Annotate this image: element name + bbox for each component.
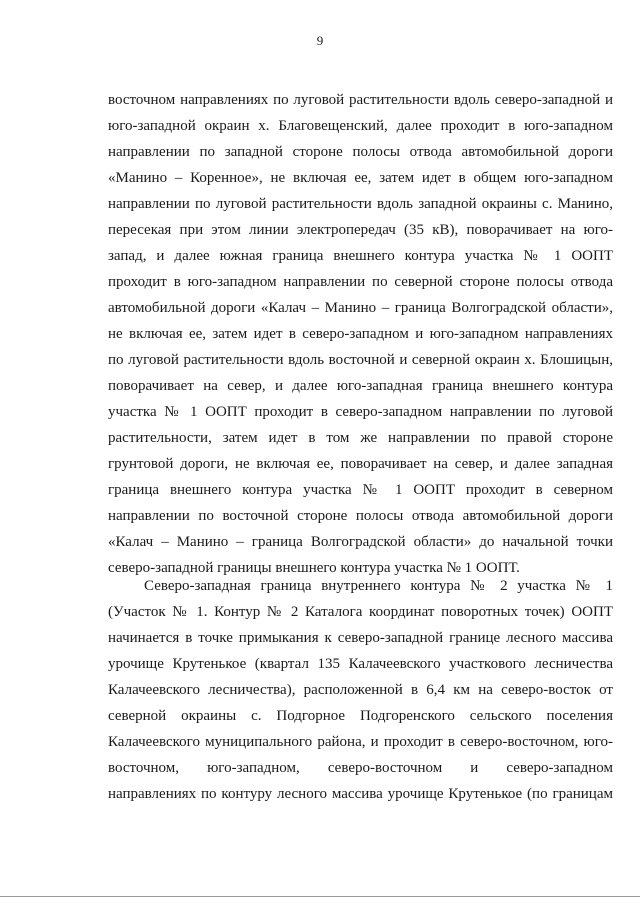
text-line: проходит в юго-западном направлении по северной стороне полосы отвода [108, 274, 613, 290]
text-line: направлении по восточной стороне полосы отвода автомобильной дороги [108, 508, 613, 524]
text-line: направлении по западной стороне полосы отвода автомобильной дороги [108, 144, 613, 160]
text-line: начинается в точке примыкания к северо-западной границе лесного массива [108, 630, 613, 646]
text-line: пересекая при этом линии электропередач (35 кВ), поворачивает на юго- [108, 222, 613, 238]
text-line: участка № 1 ООПТ проходит в северо-западном направлении по луговой [108, 404, 613, 420]
page-bottom-edge [0, 896, 640, 897]
text-line: «Калач – Манино – граница Волгоградской области» до начальной точки [108, 534, 613, 550]
text-line: не включая ее, затем идет в северо-западном и юго-западном направлениях [108, 326, 613, 342]
text-line: грунтовой дороги, не включая ее, поворачивает на север, и далее западная [108, 456, 613, 472]
text-line: северо-западной границы внешнего контура участка № 1 ООПТ. [108, 560, 520, 576]
text-line: юго-западной окраин х. Благовещенский, далее проходит в юго-западном [108, 118, 613, 134]
text-line: запад, и далее южная граница внешнего контура участка № 1 ООПТ [108, 248, 613, 264]
text-line: направлениях по контуру лесного массива урочище Крутенькое (по границам [108, 786, 613, 802]
text-line: (Участок № 1. Контур № 2 Каталога координат поворотных точек) ООПТ [108, 604, 613, 620]
text-line: «Манино – Коренное», не включая ее, затем идет в общем юго-западном [108, 170, 613, 186]
text-line: по луговой растительности вдоль восточной и северной окраин х. Блошицын, [108, 352, 613, 368]
text-line: направлении по луговой растительности вдоль западной окраины с. Манино, [108, 196, 613, 212]
paragraph-2 [108, 573, 613, 807]
text-line: автомобильной дороги «Калач – Манино – граница Волгоградской области», [108, 300, 613, 316]
page-number: 9 [316, 33, 324, 48]
text-line: поворачивает на север, и далее юго-западная граница внешнего контура [108, 378, 613, 394]
text-line: восточном, юго-западном, северо-восточном и северо-западном [108, 760, 613, 776]
text-line: урочище Крутенькое (квартал 135 Калачеевского участкового лесничества [108, 656, 613, 672]
text-line: Северо-западная граница внутреннего контура № 2 участка № 1 [144, 578, 613, 594]
text-line: восточном направлениях по луговой растительности вдоль северо-западной и [108, 92, 613, 108]
text-line: Калачеевского муниципального района, и проходит в северо-восточном, юго- [108, 734, 613, 750]
paragraph-1 [108, 87, 613, 581]
text-line: северной окраины с. Подгорное Подгоренского сельского поселения [108, 708, 613, 724]
text-line: растительности, затем идет в том же направлении по правой стороне [108, 430, 613, 446]
text-line: граница внешнего контура участка № 1 ООПТ проходит в северном [108, 482, 613, 498]
text-line: Калачеевского лесничества), расположенной в 6,4 км на северо-восток от [108, 682, 613, 698]
